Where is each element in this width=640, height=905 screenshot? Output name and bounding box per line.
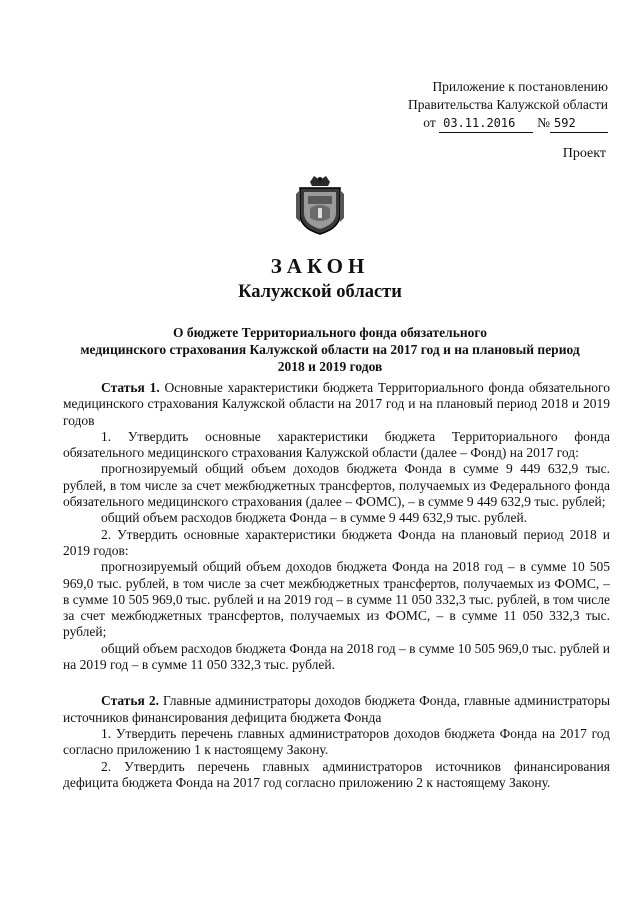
law-subject <box>70 324 590 375</box>
article-2-paragraph: 1. Утвердить перечень главных администраторов доходов бюджета Фонда на 2017 год согласно приложению 1 к настоящему Закону. <box>63 725 610 758</box>
region-title: Калужской области <box>238 282 402 302</box>
subject-line-3: 2018 и 2019 годов <box>277 359 383 374</box>
number-value: 592 <box>550 114 608 133</box>
article-1-heading <box>63 380 610 429</box>
article-2-heading <box>63 693 610 726</box>
article-1-paragraph: прогнозируемый общий объем доходов бюджета Фонда на 2018 год – в сумме 10 505 969,0 тыс. рублей, в том числе за счет межбюджетных трансфертов, получаемых из ФОМС, – в сумме 10 505 969,0 тыс. рублей и на 2019 год – в сумме 11 050 332,3 тыс. рублей, в том числе за счет межбюджетных трансфертов, получаемых из ФОМС, – в сумме 11 050 332,3 тыс. рублей; <box>63 559 610 640</box>
article-1-paragraph: прогнозируемый общий объем доходов бюджета Фонда в сумме 9 449 632,9 тыс. рублей, в том числе за счет межбюджетных трансфертов, получаемых из Федерального фонда обязательного медицинского страхования (далее – ФОМС), – в сумме 9 449 632,9 тыс. рублей; <box>63 461 610 510</box>
law-body <box>63 380 610 791</box>
article-1-heading-text: Основные характеристики бюджета Территориального фонда обязательного медицинского страхования Калужской области на 2017 год и на плановый период 2018 и 2019 годов <box>63 380 611 428</box>
law-title: ЗАКОН <box>270 254 370 278</box>
article-1-paragraph: общий объем расходов бюджета Фонда на 2018 год – в сумме 10 505 969,0 тыс. рублей и на 2019 год – в сумме 11 050 332,3 тыс. рублей. <box>63 640 610 673</box>
coat-of-arms-icon <box>296 174 344 236</box>
subject-line-1: О бюджете Территориального фонда обязательного <box>173 325 487 340</box>
subject-line-2: медицинского страхования Калужской области на 2017 год и на плановый период <box>80 342 580 357</box>
date-value: 03.11.2016 <box>439 114 533 133</box>
appendix-line-1: Приложение к постановлению <box>432 79 608 94</box>
appendix-block <box>378 78 608 133</box>
appendix-line-2: Правительства Калужской области <box>407 97 608 112</box>
article-2-heading-text: Главные администраторы доходов бюджета Фонда, главные администраторы источников финансирования дефицита бюджета Фонда <box>63 693 611 725</box>
article-2-paragraph: 2. Утвердить перечень главных администраторов источников финансирования дефицита бюджета Фонда на 2017 год согласно приложению 2 к настоящему Закону. <box>63 758 610 790</box>
article-1-paragraph: 1. Утвердить основные характеристики бюджета Территориального фонда обязательного медицинского страхования Калужской области (далее – Фонд) на 2017 год: <box>63 428 610 461</box>
article-1-paragraph: 2. Утвердить основные характеристики бюджета Фонда на плановый период 2018 и 2019 годов: <box>63 526 610 558</box>
date-prefix: от <box>423 115 436 130</box>
article-2-label: Статья 2. <box>101 693 159 709</box>
number-prefix: № <box>537 115 550 130</box>
draft-label: Проект <box>562 146 606 161</box>
appendix-date-line <box>378 114 608 133</box>
article-1-label: Статья 1. <box>101 380 160 395</box>
article-1-paragraph: общий объем расходов бюджета Фонда – в сумме 9 449 632,9 тыс. рублей. <box>101 510 528 526</box>
